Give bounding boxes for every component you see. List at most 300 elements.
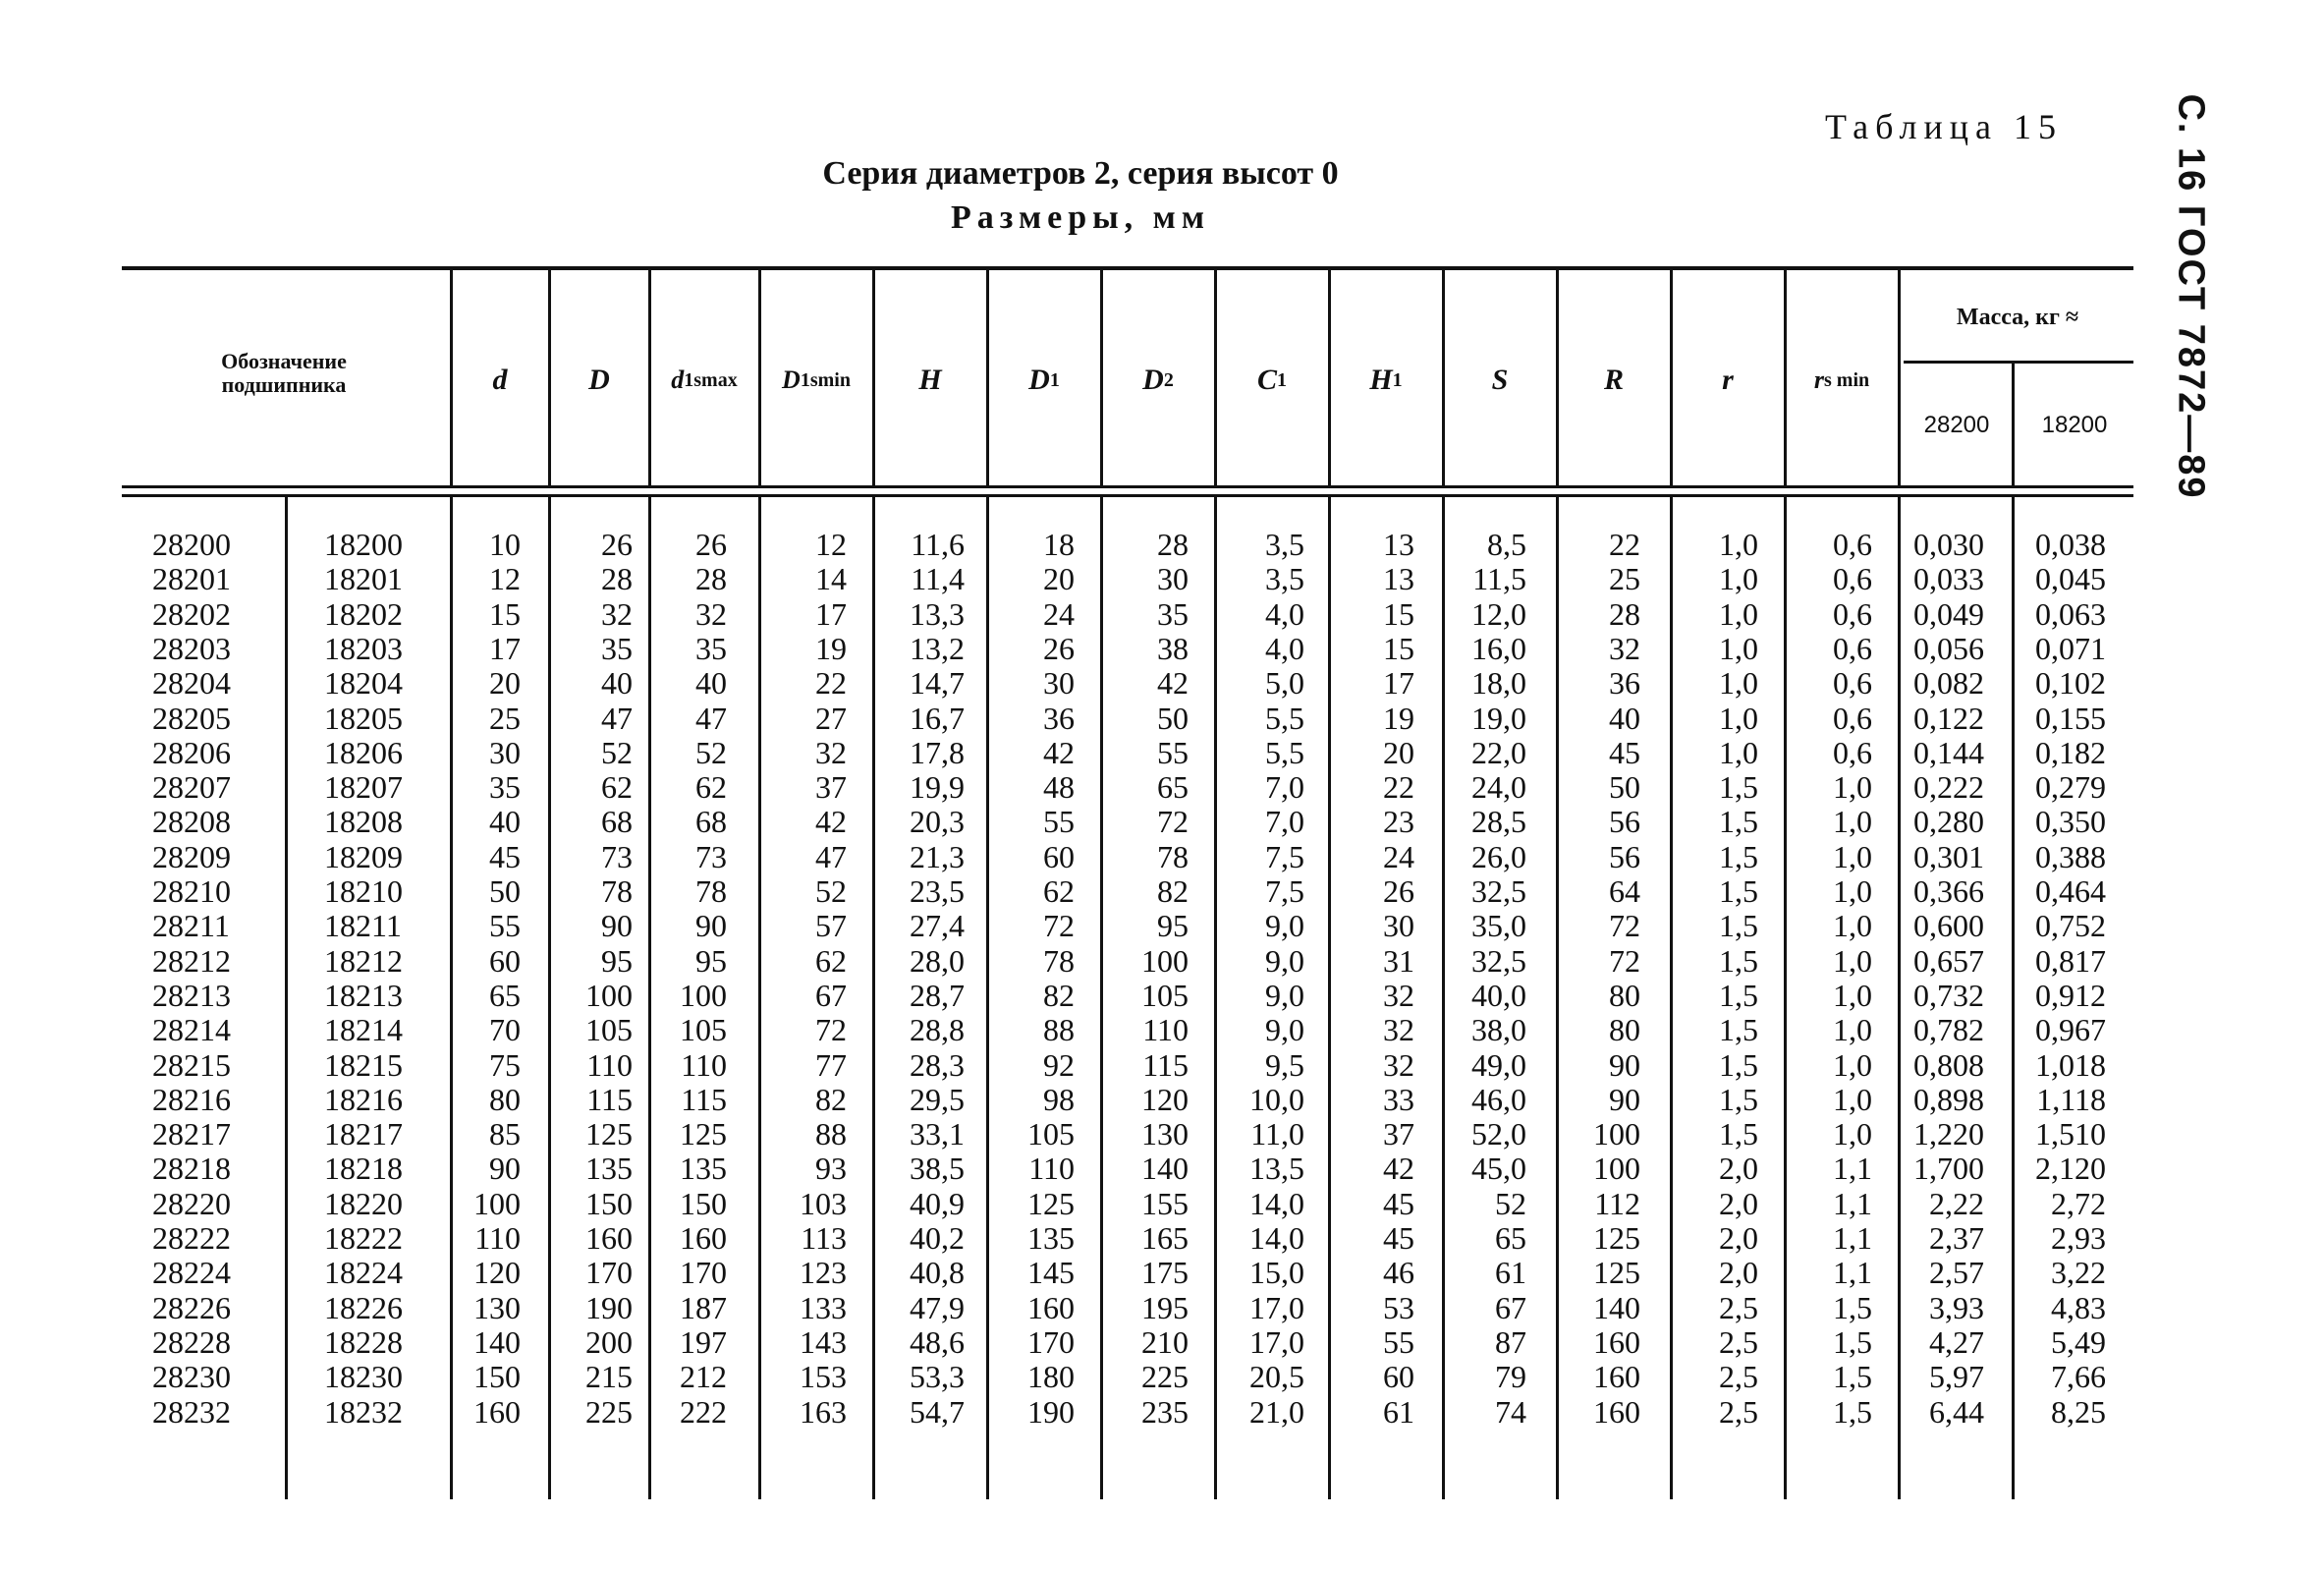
cell-H: 28,0 [910, 942, 965, 979]
cell-D2: 38 [1157, 630, 1189, 666]
cell-designation-18: 18216 [324, 1081, 403, 1117]
cell-designation-18: 18218 [324, 1151, 403, 1187]
cell-D: 110 [586, 1046, 633, 1083]
header-mass-18200: 18200 [2041, 412, 2108, 438]
cell-D: 135 [585, 1151, 633, 1187]
cell-R: 72 [1609, 908, 1640, 944]
cell-r: 1,0 [1719, 630, 1758, 666]
cell-d1smax: 62 [695, 769, 727, 806]
cell-designation-28: 28210 [152, 873, 231, 909]
cell-D1: 105 [1027, 1116, 1075, 1152]
cell-S: 40,0 [1471, 977, 1526, 1013]
cell-mass-18200: 0,045 [2035, 561, 2106, 597]
cell-D2: 225 [1141, 1359, 1189, 1395]
cell-designation-28: 28228 [152, 1323, 231, 1360]
cell-d1smax: 222 [680, 1393, 727, 1430]
cell-r: 1,0 [1719, 527, 1758, 562]
table-row [0, 527, 2324, 562]
cell-d: 150 [473, 1359, 521, 1395]
cell-D1smin: 27 [815, 700, 847, 736]
cell-d1smax: 187 [680, 1289, 727, 1325]
cell-r: 2,5 [1719, 1289, 1758, 1325]
cell-D1smin: 103 [800, 1185, 847, 1221]
cell-D1smin: 153 [800, 1359, 847, 1395]
header-mass-28200: 28200 [1923, 412, 1990, 438]
cell-R: 50 [1609, 769, 1640, 806]
cell-D2: 110 [1142, 1012, 1189, 1048]
cell-D1: 42 [1043, 734, 1075, 770]
cell-H1: 60 [1383, 1359, 1414, 1395]
cell-designation-18: 18224 [324, 1255, 403, 1291]
cell-d1smax: 160 [680, 1220, 727, 1256]
cell-mass-28200: 2,22 [1929, 1185, 1984, 1221]
cell-C1: 4,0 [1265, 630, 1304, 666]
cell-designation-18: 18232 [324, 1393, 403, 1430]
cell-rsmin: 1,5 [1833, 1393, 1872, 1430]
cell-H1: 32 [1383, 977, 1414, 1013]
cell-mass-18200: 2,72 [2051, 1185, 2106, 1221]
cell-H1: 45 [1383, 1220, 1414, 1256]
cell-H: 11,6 [911, 527, 965, 562]
cell-C1: 20,5 [1249, 1359, 1304, 1395]
cell-D: 78 [601, 873, 633, 909]
cell-R: 56 [1609, 804, 1640, 840]
cell-designation-18: 18208 [324, 804, 403, 840]
cell-R: 112 [1594, 1185, 1640, 1221]
cell-d: 75 [489, 1046, 521, 1083]
cell-H: 40,2 [910, 1220, 965, 1256]
cell-S: 19,0 [1471, 700, 1526, 736]
cell-S: 65 [1495, 1220, 1526, 1256]
cell-D1: 20 [1043, 561, 1075, 597]
cell-mass-18200: 0,464 [2035, 873, 2106, 909]
cell-H: 17,8 [910, 734, 965, 770]
table-row [0, 1186, 2324, 1221]
cell-S: 74 [1495, 1393, 1526, 1430]
cell-d: 110 [474, 1220, 521, 1256]
cell-S: 67 [1495, 1289, 1526, 1325]
cell-rsmin: 1,0 [1833, 942, 1872, 979]
table-row [0, 596, 2324, 632]
cell-R: 45 [1609, 734, 1640, 770]
cell-designation-28: 28205 [152, 700, 231, 736]
cell-mass-28200: 0,301 [1913, 838, 1984, 874]
cell-C1: 11,0 [1250, 1116, 1304, 1152]
cell-mass-28200: 5,97 [1929, 1359, 1984, 1395]
cell-designation-18: 18226 [324, 1289, 403, 1325]
cell-H1: 32 [1383, 1046, 1414, 1083]
cell-mass-18200: 7,66 [2051, 1359, 2106, 1395]
cell-D1smin: 67 [815, 977, 847, 1013]
cell-H1: 23 [1383, 804, 1414, 840]
cell-rsmin: 1,0 [1833, 838, 1872, 874]
cell-D2: 175 [1141, 1255, 1189, 1291]
cell-designation-28: 28218 [152, 1151, 231, 1187]
table-subtitle: Размеры, мм [951, 199, 1210, 236]
cell-r: 2,0 [1719, 1151, 1758, 1187]
header-D: D [588, 364, 610, 396]
cell-D1: 180 [1027, 1359, 1075, 1395]
cell-S: 32,5 [1471, 873, 1526, 909]
cell-mass-28200: 0,898 [1913, 1081, 1984, 1117]
cell-rsmin: 0,6 [1833, 527, 1872, 562]
cell-H: 38,5 [910, 1151, 965, 1187]
cell-rsmin: 1,1 [1833, 1151, 1872, 1187]
header-H: H [918, 364, 942, 396]
cell-C1: 7,0 [1265, 804, 1304, 840]
table-row [0, 1394, 2324, 1430]
cell-rsmin: 1,0 [1833, 873, 1872, 909]
cell-d1smax: 28 [695, 561, 727, 597]
table-row [0, 1047, 2324, 1083]
table-row [0, 839, 2324, 874]
cell-D1smin: 82 [815, 1081, 847, 1117]
cell-C1: 5,5 [1265, 700, 1304, 736]
cell-D2: 235 [1141, 1393, 1189, 1430]
cell-d1smax: 105 [680, 1012, 727, 1048]
cell-D1smin: 47 [815, 838, 847, 874]
cell-mass-28200: 0,600 [1913, 908, 1984, 944]
cell-d1smax: 100 [680, 977, 727, 1013]
cell-D2: 82 [1157, 873, 1189, 909]
cell-mass-18200: 2,120 [2035, 1151, 2106, 1187]
cell-mass-18200: 0,038 [2035, 527, 2106, 562]
cell-designation-18: 18213 [324, 977, 403, 1013]
cell-S: 61 [1495, 1255, 1526, 1291]
cell-H1: 22 [1383, 769, 1414, 806]
cell-designation-18: 18202 [324, 595, 403, 632]
table-row [0, 561, 2324, 596]
cell-C1: 9,0 [1265, 977, 1304, 1013]
side-header-text: С. 16 ГОСТ 7872—89 [2170, 93, 2212, 500]
cell-C1: 14,0 [1249, 1220, 1304, 1256]
cell-D: 52 [601, 734, 633, 770]
cell-r: 1,5 [1719, 1081, 1758, 1117]
cell-D1smin: 62 [815, 942, 847, 979]
cell-H1: 26 [1383, 873, 1414, 909]
cell-H1: 32 [1383, 1012, 1414, 1048]
cell-D2: 78 [1157, 838, 1189, 874]
cell-rsmin: 0,6 [1833, 595, 1872, 632]
cell-R: 28 [1609, 595, 1640, 632]
cell-S: 38,0 [1471, 1012, 1526, 1048]
cell-D: 62 [601, 769, 633, 806]
cell-D1smin: 14 [815, 561, 847, 597]
cell-designation-18: 18212 [324, 942, 403, 979]
cell-designation-18: 18230 [324, 1359, 403, 1395]
cell-d1smax: 170 [680, 1255, 727, 1291]
cell-rsmin: 1,0 [1833, 1046, 1872, 1083]
cell-H: 14,7 [910, 665, 965, 702]
cell-mass-28200: 2,57 [1929, 1255, 1984, 1291]
cell-designation-28: 28204 [152, 665, 231, 702]
cell-mass-18200: 0,817 [2035, 942, 2106, 979]
cell-r: 1,5 [1719, 873, 1758, 909]
cell-D2: 120 [1141, 1081, 1189, 1117]
table-row [0, 701, 2324, 736]
table-row [0, 873, 2324, 909]
cell-mass-28200: 2,37 [1929, 1220, 1984, 1256]
table-label: Таблица 15 [1825, 107, 2063, 146]
cell-D2: 130 [1141, 1116, 1189, 1152]
cell-designation-28: 28224 [152, 1255, 231, 1291]
cell-D: 47 [601, 700, 633, 736]
cell-D1: 48 [1043, 769, 1075, 806]
cell-D2: 155 [1141, 1185, 1189, 1221]
cell-H: 47,9 [910, 1289, 965, 1325]
cell-H: 21,3 [910, 838, 965, 874]
cell-mass-28200: 0,222 [1913, 769, 1984, 806]
cell-D1: 82 [1043, 977, 1075, 1013]
cell-R: 100 [1593, 1151, 1640, 1187]
cell-mass-18200: 0,102 [2035, 665, 2106, 702]
cell-S: 46,0 [1471, 1081, 1526, 1117]
cell-rsmin: 1,0 [1833, 908, 1872, 944]
cell-designation-18: 18210 [324, 873, 403, 909]
table-row [0, 1082, 2324, 1117]
cell-D1smin: 19 [815, 630, 847, 666]
cell-D: 95 [601, 942, 633, 979]
cell-d: 60 [489, 942, 521, 979]
cell-R: 40 [1609, 700, 1640, 736]
cell-mass-18200: 1,510 [2035, 1116, 2106, 1152]
cell-designation-28: 28212 [152, 942, 231, 979]
cell-D: 150 [585, 1185, 633, 1221]
cell-mass-28200: 0,808 [1913, 1046, 1984, 1083]
cell-D: 73 [601, 838, 633, 874]
cell-R: 160 [1593, 1359, 1640, 1395]
cell-D: 215 [585, 1359, 633, 1395]
cell-mass-18200: 2,93 [2051, 1220, 2106, 1256]
cell-H1: 37 [1383, 1116, 1414, 1152]
header-mass: Масса, кг ≈ [1956, 305, 2079, 330]
header-H1: H 1 [1369, 364, 1403, 396]
cell-designation-28: 28202 [152, 595, 231, 632]
cell-r: 1,5 [1719, 977, 1758, 1013]
cell-designation-28: 28215 [152, 1046, 231, 1083]
cell-designation-18: 18215 [324, 1046, 403, 1083]
cell-mass-18200: 4,83 [2051, 1289, 2106, 1325]
cell-C1: 13,5 [1249, 1151, 1304, 1187]
cell-mass-28200: 0,732 [1913, 977, 1984, 1013]
side-header [2161, 93, 2220, 500]
cell-H1: 13 [1383, 527, 1414, 562]
cell-designation-18: 18204 [324, 665, 403, 702]
cell-mass-28200: 0,082 [1913, 665, 1984, 702]
cell-r: 1,0 [1719, 665, 1758, 702]
cell-D1: 36 [1043, 700, 1075, 736]
cell-C1: 5,5 [1265, 734, 1304, 770]
cell-C1: 9,5 [1265, 1046, 1304, 1083]
cell-D2: 65 [1157, 769, 1189, 806]
cell-R: 22 [1609, 527, 1640, 562]
cell-S: 11,5 [1472, 561, 1526, 597]
cell-mass-28200: 0,657 [1913, 942, 1984, 979]
cell-rsmin: 0,6 [1833, 700, 1872, 736]
cell-mass-28200: 0,030 [1913, 527, 1984, 562]
cell-C1: 9,0 [1265, 942, 1304, 979]
cell-D: 115 [586, 1081, 633, 1117]
cell-H1: 15 [1383, 630, 1414, 666]
cell-C1: 7,5 [1265, 873, 1304, 909]
cell-H: 11,4 [911, 561, 965, 597]
table-row [0, 908, 2324, 943]
cell-D2: 210 [1141, 1323, 1189, 1360]
cell-D: 28 [601, 561, 633, 597]
cell-d: 35 [489, 769, 521, 806]
cell-H1: 61 [1383, 1393, 1414, 1430]
cell-R: 100 [1593, 1116, 1640, 1152]
cell-D1smin: 88 [815, 1116, 847, 1152]
cell-designation-18: 18222 [324, 1220, 403, 1256]
cell-rsmin: 1,0 [1833, 977, 1872, 1013]
cell-D2: 105 [1141, 977, 1189, 1013]
cell-d: 70 [489, 1012, 521, 1048]
cell-C1: 3,5 [1265, 527, 1304, 562]
table-title: Серия диаметров 2, серия высот 0 [822, 155, 1339, 192]
cell-designation-18: 18203 [324, 630, 403, 666]
cell-D1: 125 [1027, 1185, 1075, 1221]
cell-D1: 55 [1043, 804, 1075, 840]
cell-R: 160 [1593, 1393, 1640, 1430]
cell-mass-18200: 0,388 [2035, 838, 2106, 874]
cell-r: 1,5 [1719, 804, 1758, 840]
table-row [0, 978, 2324, 1013]
cell-D1: 170 [1027, 1323, 1075, 1360]
cell-H: 28,8 [910, 1012, 965, 1048]
cell-R: 72 [1609, 942, 1640, 979]
cell-mass-18200: 0,279 [2035, 769, 2106, 806]
cell-mass-18200: 0,063 [2035, 595, 2106, 632]
cell-rsmin: 1,1 [1833, 1255, 1872, 1291]
cell-S: 22,0 [1471, 734, 1526, 770]
cell-C1: 9,0 [1265, 1012, 1304, 1048]
table-row [0, 735, 2324, 770]
cell-designation-28: 28226 [152, 1289, 231, 1325]
cell-H: 13,3 [910, 595, 965, 632]
cell-d1smax: 197 [680, 1323, 727, 1360]
cell-D: 100 [585, 977, 633, 1013]
cell-S: 52 [1495, 1185, 1526, 1221]
cell-r: 1,5 [1719, 1012, 1758, 1048]
cell-mass-18200: 8,25 [2051, 1393, 2106, 1430]
table-row [0, 1116, 2324, 1152]
cell-D2: 165 [1141, 1220, 1189, 1256]
cell-D2: 115 [1142, 1046, 1189, 1083]
cell-D1: 110 [1028, 1151, 1075, 1187]
cell-d: 85 [489, 1116, 521, 1152]
table-row [0, 1255, 2324, 1290]
cell-d1smax: 110 [681, 1046, 727, 1083]
cell-mass-18200: 3,22 [2051, 1255, 2106, 1291]
cell-mass-18200: 0,071 [2035, 630, 2106, 666]
cell-mass-28200: 0,033 [1913, 561, 1984, 597]
table-row [0, 769, 2324, 805]
cell-designation-18: 18201 [324, 561, 403, 597]
cell-r: 1,5 [1719, 908, 1758, 944]
cell-d1smax: 73 [695, 838, 727, 874]
table-row [0, 631, 2324, 666]
cell-H: 54,7 [910, 1393, 965, 1430]
table-row [0, 1151, 2324, 1186]
cell-designation-28: 28203 [152, 630, 231, 666]
cell-D: 26 [601, 527, 633, 562]
cell-mass-28200: 1,700 [1913, 1151, 1984, 1187]
cell-d: 20 [489, 665, 521, 702]
cell-D1smin: 72 [815, 1012, 847, 1048]
cell-r: 1,0 [1719, 734, 1758, 770]
cell-S: 8,5 [1487, 527, 1526, 562]
cell-H1: 55 [1383, 1323, 1414, 1360]
header-S: S [1491, 364, 1509, 396]
cell-H: 48,6 [910, 1323, 965, 1360]
cell-H1: 31 [1383, 942, 1414, 979]
cell-D: 160 [585, 1220, 633, 1256]
cell-designation-28: 28213 [152, 977, 231, 1013]
cell-H: 19,9 [910, 769, 965, 806]
cell-designation-18: 18207 [324, 769, 403, 806]
cell-S: 52,0 [1471, 1116, 1526, 1152]
cell-rsmin: 1,5 [1833, 1289, 1872, 1325]
cell-designation-18: 18209 [324, 838, 403, 874]
table-row [0, 1324, 2324, 1360]
cell-H1: 33 [1383, 1081, 1414, 1117]
column-divider [1898, 270, 1901, 487]
cell-d: 80 [489, 1081, 521, 1117]
cell-H: 33,1 [910, 1116, 965, 1152]
cell-rsmin: 1,5 [1833, 1359, 1872, 1395]
cell-mass-18200: 0,155 [2035, 700, 2106, 736]
cell-C1: 21,0 [1249, 1393, 1304, 1430]
cell-d: 100 [473, 1185, 521, 1221]
cell-d1smax: 32 [695, 595, 727, 632]
cell-d1smax: 95 [695, 942, 727, 979]
cell-designation-18: 18205 [324, 700, 403, 736]
cell-rsmin: 1,1 [1833, 1220, 1872, 1256]
cell-designation-18: 18228 [324, 1323, 403, 1360]
cell-S: 28,5 [1471, 804, 1526, 840]
cell-R: 32 [1609, 630, 1640, 666]
cell-designation-28: 28211 [152, 908, 230, 944]
table-row [0, 1012, 2324, 1047]
cell-H1: 13 [1383, 561, 1414, 597]
cell-D1smin: 22 [815, 665, 847, 702]
cell-mass-18200: 1,018 [2035, 1046, 2106, 1083]
cell-r: 1,5 [1719, 838, 1758, 874]
cell-R: 90 [1609, 1046, 1640, 1083]
cell-designation-28: 28201 [152, 561, 231, 597]
cell-D1smin: 77 [815, 1046, 847, 1083]
cell-mass-18200: 0,912 [2035, 977, 2106, 1013]
cell-D1: 24 [1043, 595, 1075, 632]
cell-mass-28200: 1,220 [1913, 1116, 1984, 1152]
cell-mass-28200: 0,782 [1913, 1012, 1984, 1048]
cell-D: 90 [601, 908, 633, 944]
cell-C1: 15,0 [1249, 1255, 1304, 1291]
cell-mass-28200: 0,056 [1913, 630, 1984, 666]
cell-H1: 30 [1383, 908, 1414, 944]
cell-rsmin: 1,0 [1833, 769, 1872, 806]
cell-S: 12,0 [1471, 595, 1526, 632]
cell-D: 40 [601, 665, 633, 702]
header-D2: D 2 [1142, 364, 1174, 396]
cell-d1smax: 52 [695, 734, 727, 770]
cell-D1smin: 163 [800, 1393, 847, 1430]
cell-D2: 95 [1157, 908, 1189, 944]
cell-r: 1,0 [1719, 561, 1758, 597]
header-bottom-rule [122, 485, 2133, 488]
cell-D: 105 [585, 1012, 633, 1048]
